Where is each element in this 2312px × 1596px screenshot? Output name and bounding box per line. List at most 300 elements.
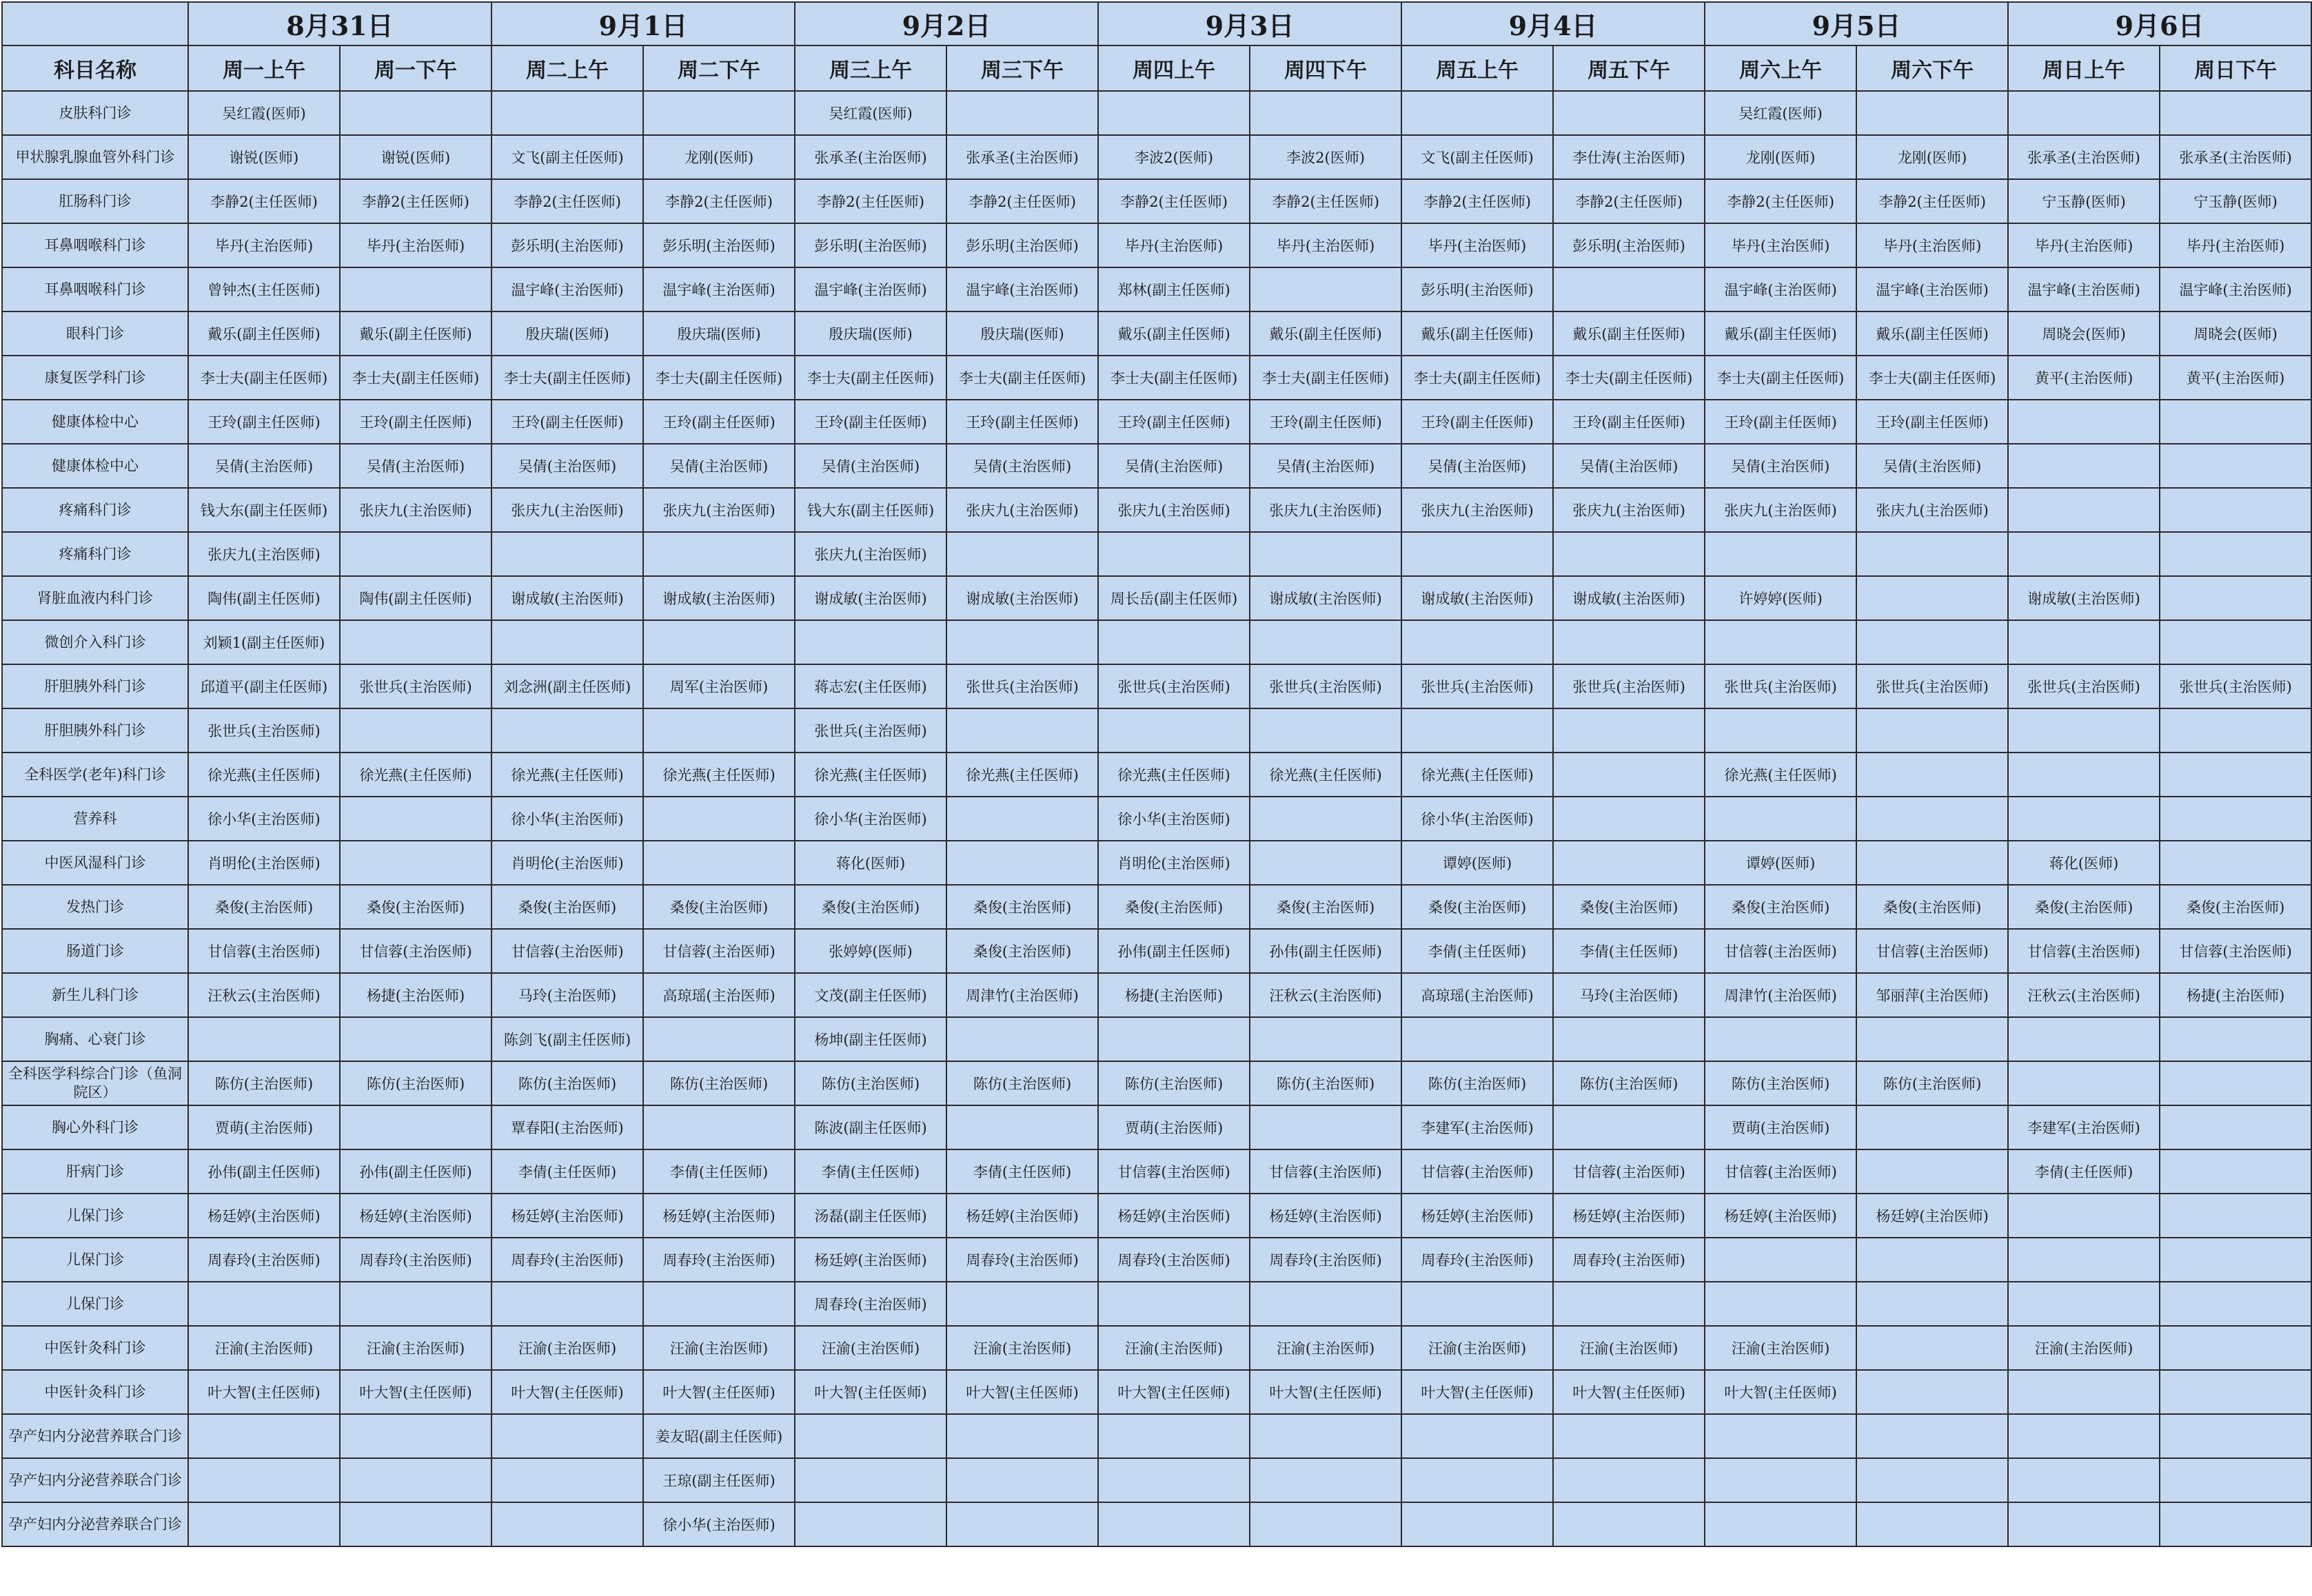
- schedule-cell: 杨廷婷(主治医师): [1705, 1194, 1856, 1238]
- schedule-cell: 叶大智(主任医师): [1553, 1370, 1705, 1414]
- schedule-cell: 徐小华(主治医师): [643, 1502, 795, 1546]
- schedule-cell: [491, 620, 643, 664]
- schedule-cell: [491, 1414, 643, 1458]
- schedule-cell: 温宇峰(主治医师): [643, 267, 795, 311]
- schedule-cell: 蒋化(医师): [795, 841, 946, 885]
- schedule-cell: 陈波(副主任医师): [795, 1105, 946, 1149]
- schedule-cell: 彭乐明(主治医师): [946, 223, 1098, 267]
- schedule-cell: [1401, 1282, 1553, 1326]
- schedule-cell: [2008, 532, 2160, 576]
- date-header-row: [2, 2, 2311, 45]
- schedule-cell: 李士夫(副主任医师): [340, 356, 491, 400]
- schedule-cell: 王琼(副主任医师): [643, 1458, 795, 1502]
- department-cell: 孕产妇内分泌营养联合门诊: [2, 1414, 188, 1458]
- schedule-cell: [1553, 532, 1705, 576]
- schedule-cell: 钱大东(副主任医师): [795, 488, 946, 532]
- schedule-cell: 李静2(主任医师): [1856, 179, 2008, 223]
- schedule-cell: [188, 1414, 340, 1458]
- schedule-cell: [1098, 1017, 1250, 1061]
- schedule-cell: 贾萌(主治医师): [1098, 1105, 1250, 1149]
- schedule-cell: 吴倩(主治医师): [643, 444, 795, 488]
- schedule-cell: [795, 620, 946, 664]
- schedule-cell: 周津竹(主治医师): [946, 973, 1098, 1017]
- schedule-cell: [2160, 1326, 2311, 1370]
- schedule-cell: 汪渝(主治医师): [946, 1326, 1098, 1370]
- schedule-cell: [1856, 91, 2008, 135]
- schedule-cell: [1098, 1414, 1250, 1458]
- schedule-cell: 甘信蓉(主治医师): [643, 929, 795, 973]
- schedule-cell: 李建军(主治医师): [2008, 1105, 2160, 1149]
- schedule-cell: [1250, 708, 1401, 753]
- schedule-cell: [1856, 753, 2008, 797]
- schedule-cell: [946, 1105, 1098, 1149]
- schedule-cell: 李静2(主任医师): [491, 179, 643, 223]
- schedule-cell: 张庆九(主治医师): [946, 488, 1098, 532]
- schedule-cell: 周晓会(医师): [2160, 311, 2311, 356]
- schedule-cell: 李士夫(副主任医师): [188, 356, 340, 400]
- schedule-cell: 张世兵(主治医师): [2160, 664, 2311, 708]
- schedule-cell: [1705, 1017, 1856, 1061]
- table-row: [2, 356, 2311, 400]
- schedule-cell: 李静2(主任医师): [188, 179, 340, 223]
- schedule-cell: [2160, 1282, 2311, 1326]
- schedule-cell: [188, 1282, 340, 1326]
- schedule-cell: 吴倩(主治医师): [1856, 444, 2008, 488]
- schedule-cell: [946, 91, 1098, 135]
- schedule-cell: 钱大东(副主任医师): [188, 488, 340, 532]
- schedule-cell: [1856, 532, 2008, 576]
- schedule-cell: 桑俊(主治医师): [1250, 885, 1401, 929]
- schedule-cell: [946, 532, 1098, 576]
- schedule-cell: 吴倩(主治医师): [1553, 444, 1705, 488]
- schedule-cell: 李倩(主任医师): [946, 1149, 1098, 1194]
- schedule-cell: [1250, 620, 1401, 664]
- schedule-cell: 徐小华(主治医师): [491, 797, 643, 841]
- department-cell: 胸痛、心衰门诊: [2, 1017, 188, 1061]
- schedule-cell: 杨廷婷(主治医师): [491, 1194, 643, 1238]
- schedule-cell: [946, 797, 1098, 841]
- schedule-cell: 孙伟(副主任医师): [1098, 929, 1250, 973]
- schedule-cell: 毕丹(主治医师): [1705, 223, 1856, 267]
- schedule-cell: 李倩(主任医师): [2008, 1149, 2160, 1194]
- department-cell: 康复医学科门诊: [2, 356, 188, 400]
- schedule-cell: [1705, 1414, 1856, 1458]
- schedule-cell: [2008, 444, 2160, 488]
- schedule-cell: 李建军(主治医师): [1401, 1105, 1553, 1149]
- schedule-cell: 甘信蓉(主治医师): [1250, 1149, 1401, 1194]
- schedule-cell: 杨捷(主治医师): [1098, 973, 1250, 1017]
- schedule-cell: 张庆九(主治医师): [1705, 488, 1856, 532]
- session-header: 周六下午: [1856, 45, 2008, 91]
- dept-column-header: 科目名称: [2, 45, 188, 91]
- schedule-cell: 周春玲(主治医师): [795, 1282, 946, 1326]
- schedule-cell: 甘信蓉(主治医师): [2008, 929, 2160, 973]
- schedule-cell: 张承圣(主治医师): [795, 135, 946, 179]
- schedule-cell: 吴红霞(医师): [1705, 91, 1856, 135]
- schedule-cell: 黄平(主治医师): [2008, 356, 2160, 400]
- schedule-cell: 张承圣(主治医师): [2160, 135, 2311, 179]
- schedule-cell: [2008, 1370, 2160, 1414]
- schedule-cell: [1250, 91, 1401, 135]
- schedule-cell: [340, 91, 491, 135]
- schedule-cell: 殷庆瑞(医师): [491, 311, 643, 356]
- schedule-cell: 谭婷(医师): [1401, 841, 1553, 885]
- schedule-cell: 谢成敏(主治医师): [643, 576, 795, 620]
- schedule-cell: 曾钟杰(主任医师): [188, 267, 340, 311]
- department-cell: 中医风湿科门诊: [2, 841, 188, 885]
- schedule-cell: 张庆九(主治医师): [188, 532, 340, 576]
- schedule-cell: 汪渝(主治医师): [795, 1326, 946, 1370]
- schedule-cell: 吴倩(主治医师): [340, 444, 491, 488]
- schedule-cell: 桑俊(主治医师): [643, 885, 795, 929]
- schedule-cell: 汤磊(副主任医师): [795, 1194, 946, 1238]
- session-header: 周一下午: [340, 45, 491, 91]
- schedule-cell: 陈仿(主治医师): [1705, 1061, 1856, 1105]
- schedule-cell: 甘信蓉(主治医师): [2160, 929, 2311, 973]
- schedule-cell: [2160, 1149, 2311, 1194]
- schedule-cell: 陈仿(主治医师): [491, 1061, 643, 1105]
- schedule-cell: [1250, 1414, 1401, 1458]
- schedule-cell: [1250, 532, 1401, 576]
- schedule-cell: 戴乐(副主任医师): [1250, 311, 1401, 356]
- schedule-cell: 周春玲(主治医师): [1250, 1238, 1401, 1282]
- schedule-cell: [1250, 267, 1401, 311]
- schedule-cell: 桑俊(主治医师): [795, 885, 946, 929]
- schedule-cell: 戴乐(副主任医师): [1401, 311, 1553, 356]
- schedule-cell: 刘颖1(副主任医师): [188, 620, 340, 664]
- schedule-cell: 桑俊(主治医师): [1098, 885, 1250, 929]
- schedule-cell: [2160, 1414, 2311, 1458]
- schedule-cell: [2160, 576, 2311, 620]
- schedule-cell: 马玲(主治医师): [1553, 973, 1705, 1017]
- schedule-cell: 陶伟(副主任医师): [188, 576, 340, 620]
- schedule-cell: [643, 1017, 795, 1061]
- session-header: 周一上午: [188, 45, 340, 91]
- schedule-cell: [1098, 532, 1250, 576]
- schedule-cell: [643, 797, 795, 841]
- schedule-cell: [1705, 708, 1856, 753]
- department-cell: 儿保门诊: [2, 1194, 188, 1238]
- department-cell: 肛肠科门诊: [2, 179, 188, 223]
- schedule-cell: 汪秋云(主治医师): [1250, 973, 1401, 1017]
- schedule-cell: 孙伟(副主任医师): [340, 1149, 491, 1194]
- schedule-cell: [2008, 1502, 2160, 1546]
- schedule-cell: [491, 708, 643, 753]
- schedule-cell: 毕丹(主治医师): [1856, 223, 2008, 267]
- schedule-cell: 李士夫(副主任医师): [491, 356, 643, 400]
- schedule-cell: [643, 532, 795, 576]
- schedule-cell: 陈仿(主治医师): [1098, 1061, 1250, 1105]
- schedule-cell: 张承圣(主治医师): [946, 135, 1098, 179]
- schedule-cell: 李静2(主任医师): [1705, 179, 1856, 223]
- schedule-cell: 张世兵(主治医师): [1856, 664, 2008, 708]
- schedule-cell: 张婷婷(医师): [795, 929, 946, 973]
- session-header: 周三上午: [795, 45, 946, 91]
- schedule-cell: 贾萌(主治医师): [1705, 1105, 1856, 1149]
- schedule-cell: [491, 1458, 643, 1502]
- schedule-cell: [946, 708, 1098, 753]
- department-cell: 肾脏血液内科门诊: [2, 576, 188, 620]
- table-row: [2, 223, 2311, 267]
- schedule-cell: 李倩(主任医师): [1553, 929, 1705, 973]
- schedule-cell: [2160, 91, 2311, 135]
- department-cell: 耳鼻咽喉科门诊: [2, 267, 188, 311]
- department-cell: 儿保门诊: [2, 1282, 188, 1326]
- schedule-cell: 汪渝(主治医师): [1098, 1326, 1250, 1370]
- schedule-cell: 李士夫(副主任医师): [1705, 356, 1856, 400]
- schedule-cell: [1098, 1458, 1250, 1502]
- table-row: [2, 532, 2311, 576]
- schedule-cell: [1098, 620, 1250, 664]
- schedule-cell: 叶大智(主任医师): [795, 1370, 946, 1414]
- schedule-cell: 肖明伦(主治医师): [491, 841, 643, 885]
- schedule-cell: 李静2(主任医师): [1401, 179, 1553, 223]
- schedule-cell: [188, 1458, 340, 1502]
- schedule-cell: 叶大智(主任医师): [1250, 1370, 1401, 1414]
- schedule-cell: 王玲(副主任医师): [188, 400, 340, 444]
- schedule-cell: [1856, 1105, 2008, 1149]
- schedule-cell: 徐光燕(主任医师): [946, 753, 1098, 797]
- schedule-cell: 毕丹(主治医师): [1098, 223, 1250, 267]
- table-row: [2, 929, 2311, 973]
- schedule-cell: 马玲(主治医师): [491, 973, 643, 1017]
- schedule-cell: 龙刚(医师): [643, 135, 795, 179]
- schedule-cell: 陈仿(主治医师): [643, 1061, 795, 1105]
- schedule-cell: 陈仿(主治医师): [188, 1061, 340, 1105]
- schedule-cell: 汪渝(主治医师): [1401, 1326, 1553, 1370]
- schedule-cell: 徐光燕(主任医师): [643, 753, 795, 797]
- schedule-cell: 周长岳(副主任医师): [1098, 576, 1250, 620]
- schedule-cell: 戴乐(副主任医师): [1856, 311, 2008, 356]
- schedule-cell: [2160, 1370, 2311, 1414]
- schedule-cell: 毕丹(主治医师): [2160, 223, 2311, 267]
- schedule-cell: 徐光燕(主任医师): [795, 753, 946, 797]
- schedule-cell: [2160, 797, 2311, 841]
- schedule-cell: 张世兵(主治医师): [1553, 664, 1705, 708]
- schedule-cell: 张庆九(主治医师): [795, 532, 946, 576]
- schedule-cell: [2008, 91, 2160, 135]
- schedule-cell: [946, 1017, 1098, 1061]
- table-row: [2, 1414, 2311, 1458]
- schedule-cell: [795, 1502, 946, 1546]
- session-header: 周五下午: [1553, 45, 1705, 91]
- schedule-cell: 张世兵(主治医师): [1098, 664, 1250, 708]
- schedule-cell: 龙刚(医师): [1856, 135, 2008, 179]
- table-row: [2, 1105, 2311, 1149]
- schedule-cell: 彭乐明(主治医师): [1401, 267, 1553, 311]
- schedule-cell: [340, 1282, 491, 1326]
- schedule-cell: [2160, 753, 2311, 797]
- department-cell: 全科医学(老年)科门诊: [2, 753, 188, 797]
- schedule-cell: [1401, 532, 1553, 576]
- schedule-cell: 彭乐明(主治医师): [643, 223, 795, 267]
- schedule-cell: [1553, 1105, 1705, 1149]
- table-row: [2, 135, 2311, 179]
- table-row: [2, 1458, 2311, 1502]
- schedule-cell: 李静2(主任医师): [946, 179, 1098, 223]
- department-cell: 营养科: [2, 797, 188, 841]
- schedule-cell: 陈仿(主治医师): [1401, 1061, 1553, 1105]
- schedule-cell: 周春玲(主治医师): [188, 1238, 340, 1282]
- schedule-cell: 宁玉静(医师): [2160, 179, 2311, 223]
- date-header: 8月31日: [188, 2, 491, 45]
- schedule-cell: [1553, 1502, 1705, 1546]
- schedule-cell: 王玲(副主任医师): [340, 400, 491, 444]
- schedule-cell: 桑俊(主治医师): [2160, 885, 2311, 929]
- schedule-cell: 黄平(主治医师): [2160, 356, 2311, 400]
- schedule-cell: [1705, 797, 1856, 841]
- table-row: [2, 664, 2311, 708]
- schedule-cell: 蒋志宏(主任医师): [795, 664, 946, 708]
- schedule-cell: [491, 532, 643, 576]
- schedule-cell: 毕丹(主治医师): [340, 223, 491, 267]
- schedule-cell: 温宇峰(主治医师): [795, 267, 946, 311]
- schedule-cell: [1401, 620, 1553, 664]
- schedule-cell: [1856, 620, 2008, 664]
- schedule-cell: [1250, 1502, 1401, 1546]
- schedule-cell: 徐小华(主治医师): [188, 797, 340, 841]
- schedule-cell: 桑俊(主治医师): [946, 885, 1098, 929]
- schedule-cell: [1250, 1282, 1401, 1326]
- schedule-cell: 汪渝(主治医师): [491, 1326, 643, 1370]
- schedule-cell: [2008, 708, 2160, 753]
- schedule-cell: [1705, 620, 1856, 664]
- department-cell: 新生儿科门诊: [2, 973, 188, 1017]
- schedule-cell: [1401, 1458, 1553, 1502]
- schedule-cell: 谢成敏(主治医师): [1553, 576, 1705, 620]
- schedule-cell: 甘信蓉(主治医师): [1856, 929, 2008, 973]
- schedule-cell: 徐光燕(主任医师): [340, 753, 491, 797]
- schedule-cell: [2160, 708, 2311, 753]
- schedule-cell: 彭乐明(主治医师): [1553, 223, 1705, 267]
- schedule-cell: 杨廷婷(主治医师): [643, 1194, 795, 1238]
- schedule-cell: 杨廷婷(主治医师): [340, 1194, 491, 1238]
- table-row: [2, 1370, 2311, 1414]
- schedule-cell: [1856, 1017, 2008, 1061]
- schedule-cell: [946, 841, 1098, 885]
- schedule-cell: 蒋化(医师): [2008, 841, 2160, 885]
- schedule-cell: 谢锐(医师): [188, 135, 340, 179]
- schedule-cell: 戴乐(副主任医师): [1553, 311, 1705, 356]
- date-header: 9月2日: [795, 2, 1098, 45]
- date-header: 9月3日: [1098, 2, 1401, 45]
- table-row: [2, 1282, 2311, 1326]
- table-row: [2, 841, 2311, 885]
- date-header: 9月4日: [1401, 2, 1705, 45]
- schedule-cell: 李士夫(副主任医师): [1250, 356, 1401, 400]
- schedule-cell: [340, 1502, 491, 1546]
- schedule-cell: 桑俊(主治医师): [1705, 885, 1856, 929]
- schedule-cell: [946, 1502, 1098, 1546]
- schedule-cell: [643, 91, 795, 135]
- schedule-cell: [1856, 1502, 2008, 1546]
- schedule-cell: [2160, 1017, 2311, 1061]
- schedule-cell: [1401, 708, 1553, 753]
- schedule-cell: [946, 1282, 1098, 1326]
- schedule-cell: 覃春阳(主治医师): [491, 1105, 643, 1149]
- schedule-cell: 李仕涛(主治医师): [1553, 135, 1705, 179]
- schedule-cell: [1098, 1282, 1250, 1326]
- schedule-cell: 龙刚(医师): [1705, 135, 1856, 179]
- schedule-cell: 甘信蓉(主治医师): [1705, 1149, 1856, 1194]
- schedule-cell: 李士夫(副主任医师): [1553, 356, 1705, 400]
- schedule-cell: [1856, 1149, 2008, 1194]
- schedule-cell: [643, 1105, 795, 1149]
- schedule-cell: 谢成敏(主治医师): [795, 576, 946, 620]
- schedule-cell: [1098, 91, 1250, 135]
- schedule-cell: 温宇峰(主治医师): [2160, 267, 2311, 311]
- session-header: 周日上午: [2008, 45, 2160, 91]
- session-header: 周日下午: [2160, 45, 2311, 91]
- schedule-cell: [946, 620, 1098, 664]
- schedule-cell: 周晓会(医师): [2008, 311, 2160, 356]
- schedule-cell: 桑俊(主治医师): [188, 885, 340, 929]
- table-row: [2, 267, 2311, 311]
- schedule-cell: 张世兵(主治医师): [2008, 664, 2160, 708]
- schedule-cell: 张庆九(主治医师): [1250, 488, 1401, 532]
- schedule-cell: 文茂(副主任医师): [795, 973, 946, 1017]
- schedule-cell: 邱道平(副主任医师): [188, 664, 340, 708]
- schedule-cell: [2160, 1502, 2311, 1546]
- schedule-cell: 陈仿(主治医师): [1856, 1061, 2008, 1105]
- schedule-cell: [2160, 1238, 2311, 1282]
- schedule-cell: 李静2(主任医师): [643, 179, 795, 223]
- schedule-cell: 叶大智(主任医师): [1705, 1370, 1856, 1414]
- schedule-cell: 彭乐明(主治医师): [795, 223, 946, 267]
- schedule-cell: 桑俊(主治医师): [491, 885, 643, 929]
- schedule-cell: 李士夫(副主任医师): [1098, 356, 1250, 400]
- schedule-cell: 张世兵(主治医师): [795, 708, 946, 753]
- schedule-cell: [340, 532, 491, 576]
- schedule-cell: 肖明伦(主治医师): [1098, 841, 1250, 885]
- schedule-cell: 文飞(副主任医师): [1401, 135, 1553, 179]
- schedule-cell: 杨廷婷(主治医师): [1553, 1194, 1705, 1238]
- schedule-cell: 王玲(副主任医师): [1250, 400, 1401, 444]
- table-row: [2, 576, 2311, 620]
- schedule-cell: 李波2(医师): [1098, 135, 1250, 179]
- schedule-cell: [1856, 708, 2008, 753]
- schedule-cell: 杨廷婷(主治医师): [188, 1194, 340, 1238]
- table-row: [2, 620, 2311, 664]
- schedule-cell: [643, 708, 795, 753]
- schedule-cell: 刘念洲(副主任医师): [491, 664, 643, 708]
- schedule-cell: 谢成敏(主治医师): [2008, 576, 2160, 620]
- schedule-cell: 李士夫(副主任医师): [1856, 356, 2008, 400]
- schedule-cell: 温宇峰(主治医师): [2008, 267, 2160, 311]
- schedule-cell: 叶大智(主任医师): [1401, 1370, 1553, 1414]
- department-cell: 疼痛科门诊: [2, 488, 188, 532]
- schedule-cell: [2008, 1458, 2160, 1502]
- schedule-cell: 戴乐(副主任医师): [188, 311, 340, 356]
- schedule-cell: [340, 620, 491, 664]
- schedule-cell: 周津竹(主治医师): [1705, 973, 1856, 1017]
- schedule-cell: 吴倩(主治医师): [1250, 444, 1401, 488]
- table-row: [2, 1194, 2311, 1238]
- schedule-cell: 吴倩(主治医师): [491, 444, 643, 488]
- schedule-cell: [340, 1458, 491, 1502]
- schedule-cell: 周春玲(主治医师): [340, 1238, 491, 1282]
- department-cell: 疼痛科门诊: [2, 532, 188, 576]
- schedule-cell: 温宇峰(主治医师): [946, 267, 1098, 311]
- department-cell: 儿保门诊: [2, 1238, 188, 1282]
- schedule-cell: 王玲(副主任医师): [491, 400, 643, 444]
- schedule-cell: 吴红霞(医师): [188, 91, 340, 135]
- schedule-cell: [340, 267, 491, 311]
- schedule-cell: 陶伟(副主任医师): [340, 576, 491, 620]
- schedule-cell: 徐光燕(主任医师): [1250, 753, 1401, 797]
- schedule-cell: 李倩(主任医师): [795, 1149, 946, 1194]
- schedule-cell: 徐光燕(主任医师): [1098, 753, 1250, 797]
